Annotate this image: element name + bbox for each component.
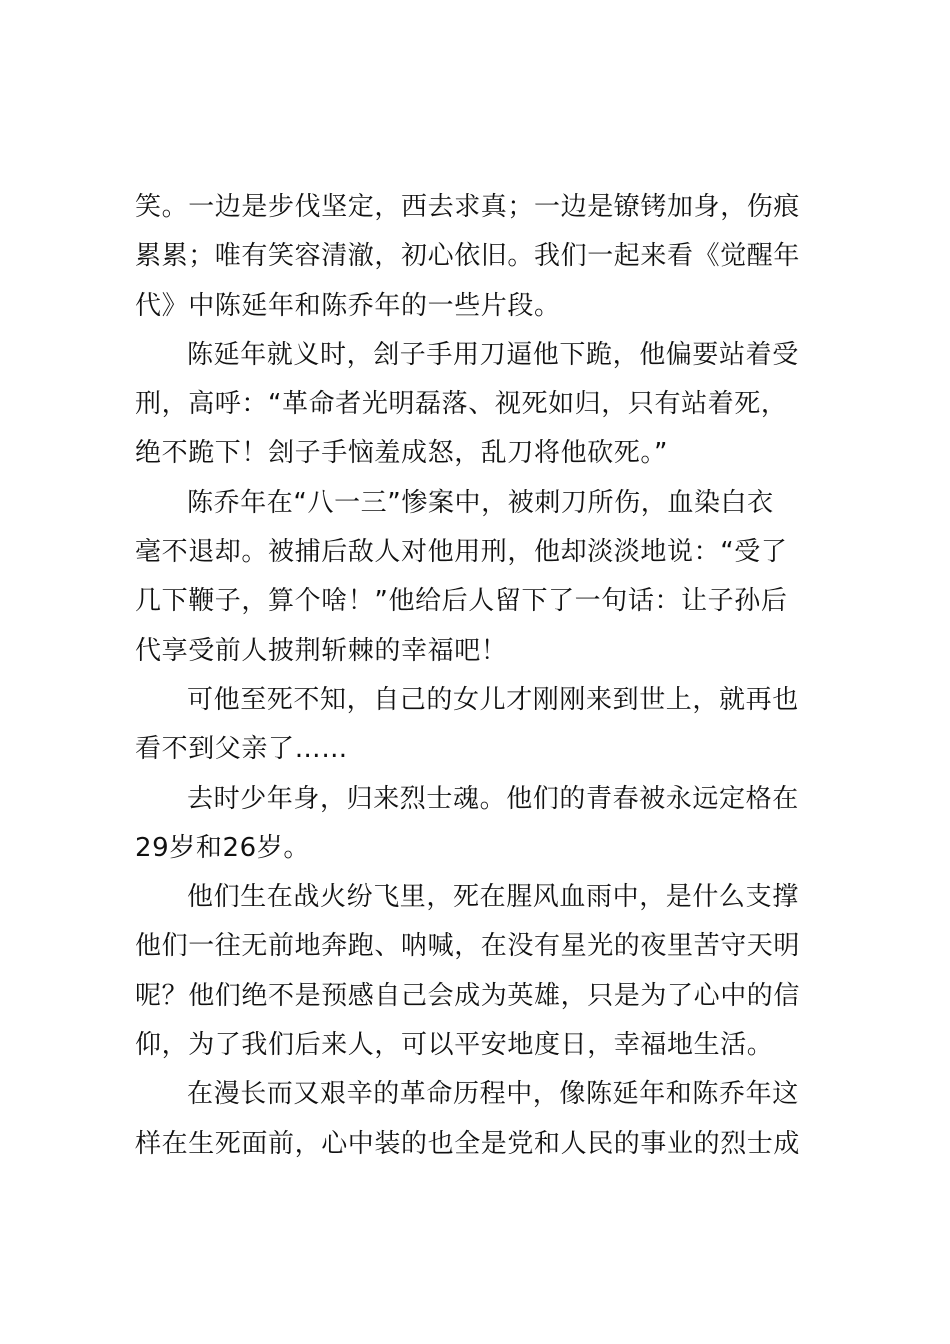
text-line: 陈乔年在“八一三”惨案中，被刺刀所伤，血染白衣 [187,487,774,518]
text-line: 刑，高呼：“革命者光明磊落、视死如归，只有站着死， [135,389,788,420]
text-line: 陈延年就义时，刽子手用刀逼他下跪，他偏要站着受 [187,339,799,370]
text-line: 绝不跪下！刽子手恼羞成怒，乱刀将他砍死。” [135,438,669,469]
text-line: 在漫长而又艰辛的革命历程中，像陈延年和陈乔年这 [187,1079,799,1110]
text-line: 呢？他们绝不是预感自己会成为英雄，只是为了心中的信 [135,980,801,1011]
text-line: 几下鞭子，算个啥！”他给后人留下了一句话：让子孙后 [135,586,788,617]
document-body [135,183,835,1169]
text-line: 仰，为了我们后来人，可以平安地度日，幸福地生活。 [135,1030,774,1061]
text-line: 样在生死面前，心中装的也全是党和人民的事业的烈士成 [135,1128,801,1159]
text-line: 他们生在战火纷飞里，死在腥风血雨中，是什么支撑 [187,882,799,913]
text-line: 29岁和26岁。 [135,832,310,863]
text-line: 去时少年身，归来烈士魂。他们的青春被永远定格在 [187,783,799,814]
text-line: 代》中陈延年和陈乔年的一些片段。 [135,290,561,321]
text-line: 代享受前人披荆斩棘的幸福吧！ [135,635,508,666]
text-line: 笑。一边是步伐坚定，西去求真；一边是镣铐加身，伤痕 [135,192,801,222]
text-line: 累累；唯有笑容清澈，初心依旧。我们一起来看《觉醒年 [135,241,801,272]
text-line: 他们一往无前地奔跑、呐喊，在没有星光的夜里苦守天明 [135,931,801,962]
text-line: 毫不退却。被捕后敌人对他用刑，他却淡淡地说：“受了 [135,537,788,568]
text-line: 可他至死不知，自己的女儿才刚刚来到世上，就再也 [187,684,799,715]
text-line: 看不到父亲了…… [135,734,348,765]
